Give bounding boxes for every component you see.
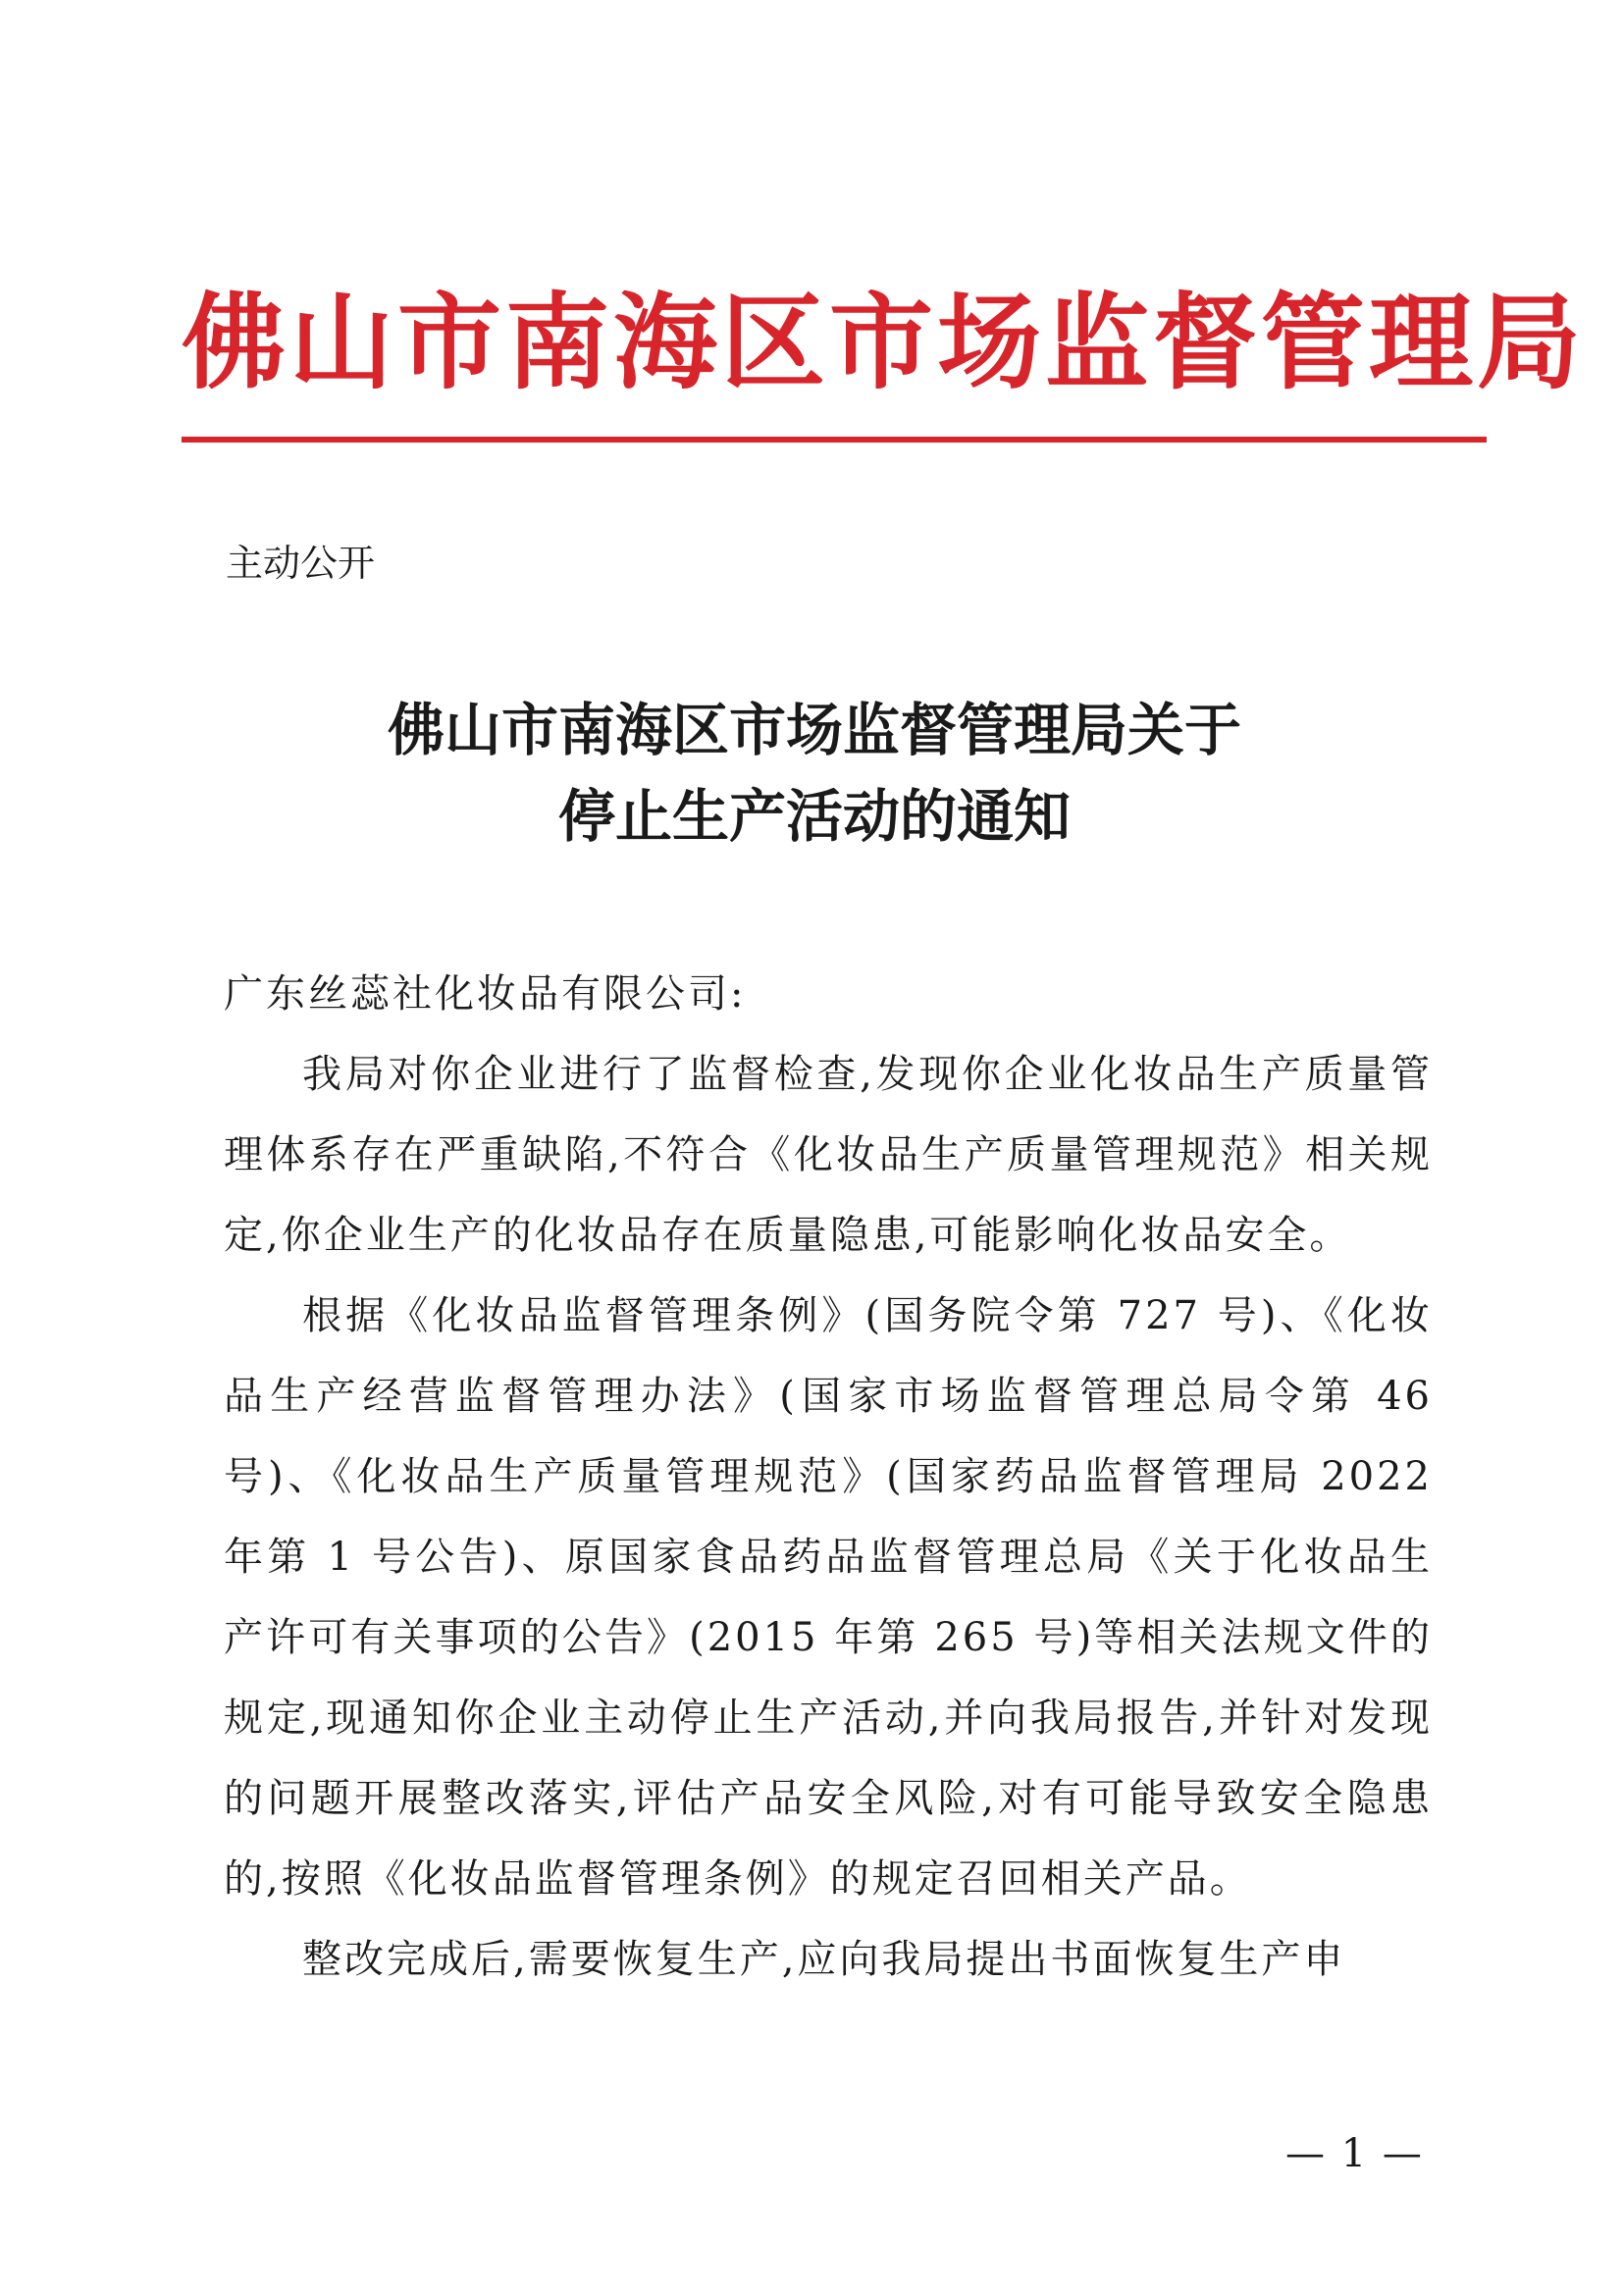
body-paragraph-3: 整改完成后,需要恢复生产,应向我局提出书面恢复生产申 xyxy=(302,1937,1346,1982)
document-title-line-1: 佛山市南海区市场监督管理局关于 xyxy=(387,697,1241,763)
body-paragraph-1: 我局对你企业进行了监督检查,发现你企业化妆品生产质量管理体系存在严重缺陷,不符合《化妆品生产质量管理规范》相关规定,你企业生产的化妆品存在质量隐患,可能影响化妆品安全。 xyxy=(224,1052,1433,1258)
letterhead-organization: 佛山市南海区市场监督管理局 xyxy=(182,283,1585,403)
document-title-line-2: 停止生产活动的通知 xyxy=(557,783,1071,850)
letterhead-rule xyxy=(182,437,1487,443)
document-title xyxy=(182,687,1447,860)
disclosure-label: 主动公开 xyxy=(226,542,376,585)
document-body xyxy=(224,954,1433,2000)
page-number: — 1 — xyxy=(1285,2131,1424,2176)
body-paragraph-2: 根据《化妆品监督管理条例》(国务院令第 727 号)、《化妆品生产经营监督管理办法》(国家市场监督管理总局令第 46 号)、《化妆品生产质量管理规范》(国家药品监督管理局 2022 年第 1 号公告)、原国家食品药品监督管理总局《关于化妆品生产许可有关事项的公告》(2015 年第 265 号)等相关法规文件的规定,现通知你企业主动停止生产活动,并向我局报告,并针对发现的问题开展整改落实,评估产品安全风险,对有可能导致安全隐患的,按照《化妆品监督管理条例》的规定召回相关产品。 xyxy=(224,1293,1433,1902)
recipient-line: 广东丝蕊社化妆品有限公司: xyxy=(224,971,747,1017)
